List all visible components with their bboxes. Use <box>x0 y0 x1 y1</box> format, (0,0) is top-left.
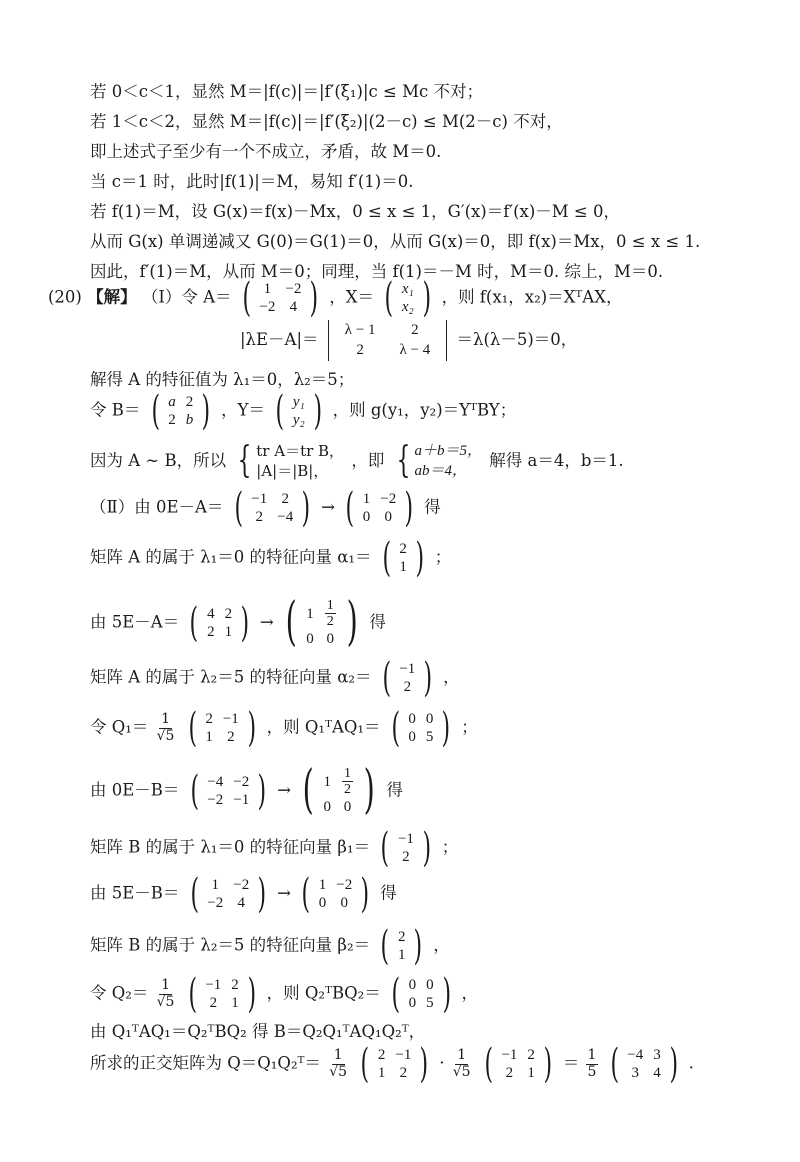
text-fragment: ； <box>441 837 459 857</box>
text-line-6: 从而 G(x) 单调递减又 G(0)＝G(1)＝0，从而 G(x)＝0，即 f(x)＝Mx，0 ≤ x ≤ 1. <box>90 232 701 251</box>
text-fragment: |λE－A|＝ <box>240 329 319 349</box>
vector-beta1: ( −1 2 ) <box>380 825 432 871</box>
fraction <box>155 712 177 744</box>
matrix: ( 1 −2 0 0 ) <box>301 871 370 917</box>
text-line-4: 当 c＝1 时，此时|f(1)|＝M，易知 f′(1)＝0. <box>90 172 414 191</box>
text-fragment: · <box>439 1053 445 1073</box>
brace-system-2: { a＋b＝5， ab＝4， <box>396 440 482 482</box>
matrix: ( 1 −2 −2 4 ) <box>190 871 267 917</box>
text-fragment: 令 B＝ <box>90 400 141 420</box>
arrow-icon: → <box>277 780 291 800</box>
text-fragment: （Ⅱ）由 0E－A＝ <box>90 497 224 517</box>
text-fragment: 矩阵 B 的属于 λ₂＝5 的特征向量 β₂＝ <box>90 935 371 955</box>
fraction-num: 1 <box>161 711 171 728</box>
fraction <box>451 1048 473 1080</box>
matrix: ( 0 0 0 5 ) <box>391 705 451 751</box>
matrix: ( −1 2 2 1 ) <box>484 1041 553 1087</box>
text-fragment: 得 <box>369 612 386 632</box>
step-5E-A <box>90 592 386 653</box>
text-line-1: 若 0＜c＜1，显然 M＝|f(c)|＝|f′(ξ₁)|c ≤ Mc 不对； <box>90 82 483 101</box>
fraction-den: √5 <box>329 1063 348 1080</box>
text-fragment: 得 <box>424 497 441 517</box>
text-fragment: ，即 <box>351 451 385 470</box>
final-answer-line <box>90 1041 694 1087</box>
text-fragment: 令 Q₁＝ <box>90 717 149 737</box>
step-5E-B <box>90 871 397 917</box>
similarity-line <box>90 442 624 481</box>
text-line-7: 因此，f′(1)＝M，从而 M＝0；同理，当 f(1)＝－M 时，M＝0. 综上，M＝0. <box>90 262 664 281</box>
text-fragment: ； <box>461 717 478 737</box>
fraction <box>586 1048 599 1080</box>
fraction-num: 1 <box>457 1047 467 1064</box>
text-line-3: 即上述式子至少有一个不成立，矛盾，故 M＝0. <box>90 142 442 161</box>
fraction-den: √5 <box>452 1063 471 1080</box>
text-fragment: 令 Q₂＝ <box>90 983 149 1003</box>
arrow-icon: → <box>277 883 291 903</box>
fraction-num: 1 <box>326 598 334 613</box>
text-fragment: ，X＝ <box>329 287 374 307</box>
determinant: λ − 1 2 2 λ − 4 <box>328 320 447 361</box>
matrix-A: ( 1 −2 −2 4 ) <box>242 275 319 321</box>
text-fragment: 由 5E－B＝ <box>90 883 180 903</box>
matrix: ( 1 $\frac{1}{2}$ 0 0 ) <box>302 760 375 821</box>
vector-alpha1: ( 2 1 ) <box>382 535 424 581</box>
text-fragment: 得 <box>386 780 403 800</box>
vector-X: ( x₁ x₂ ) <box>384 275 431 321</box>
matrix: ( −1 2 2 1 ) <box>188 971 256 1017</box>
text-fragment: 所求的正交矩阵为 Q＝Q₁Q₂ᵀ＝ <box>90 1053 321 1073</box>
step-0E-B <box>90 760 403 821</box>
text-fragment: 矩阵 A 的属于 λ₂＝5 的特征向量 α₂＝ <box>90 667 372 687</box>
text-fragment: 由 0E－B＝ <box>90 780 180 800</box>
text-fragment: ，则 Q₂ᵀBQ₂＝ <box>266 983 381 1003</box>
relation-line: 由 Q₁ᵀAQ₁＝Q₂ᵀBQ₂ 得 B＝Q₂Q₁ᵀAQ₁Q₂ᵀ， <box>90 1022 426 1041</box>
text-fragment: ， <box>433 935 450 955</box>
system-row: tr A＝tr B， <box>256 442 345 460</box>
vector-beta2: ( 2 1 ) <box>380 923 423 969</box>
text-fragment: ，则 f(x₁，x₂)＝XᵀAX， <box>441 287 623 307</box>
matrix: ( 2 −1 1 2 ) <box>188 705 256 751</box>
q1-line <box>90 705 478 751</box>
text-fragment: 解得 a＝4，b＝1. <box>489 451 624 470</box>
solution-tag: 【解】 <box>87 287 137 307</box>
problem-number: (20) <box>48 287 82 307</box>
arrow-icon: → <box>259 612 274 632</box>
eigvec-A1-line <box>90 535 452 581</box>
text-fragment: ， <box>461 983 478 1003</box>
matrix: ( 1 −2 0 0 ) <box>345 485 414 531</box>
system-row: a＋b＝5， <box>414 443 482 459</box>
fraction <box>155 978 177 1010</box>
solution-20-part1 <box>48 275 623 321</box>
text-fragment: ，则 g(y₁，y₂)＝YᵀBY； <box>332 400 517 420</box>
text-fragment: . <box>688 1053 694 1073</box>
text-fragment: 矩阵 B 的属于 λ₁＝0 的特征向量 β₁＝ <box>90 837 371 857</box>
fraction-num: 1 <box>161 977 171 994</box>
step-0E-A <box>90 485 441 531</box>
q2-line <box>90 971 478 1017</box>
text-fragment: 得 <box>380 883 397 903</box>
fraction-num: 1 <box>587 1047 597 1064</box>
fraction-den: 2 <box>326 614 334 630</box>
matrix-B: ( a 2 2 b ) <box>151 388 211 434</box>
text-line-2: 若 1＜c＜2，显然 M＝|f(c)|＝|f′(ξ₂)|(2－c) ≤ M(2－c) 不对， <box>90 112 563 131</box>
fraction-num: 1 <box>343 766 351 781</box>
brace-system-1: { tr A＝tr B， |A|＝|B|， <box>237 440 345 482</box>
text-fragment: ， <box>443 667 460 687</box>
fraction-den: 5 <box>587 1063 597 1080</box>
vector-alpha2: ( −1 2 ) <box>382 655 433 701</box>
matrix: ( −4 −2 −2 −1 ) <box>190 767 267 814</box>
text-fragment: ＝ <box>562 1053 580 1073</box>
fraction-den: √5 <box>156 993 175 1010</box>
eigvec-A2-line <box>90 655 460 701</box>
text-fragment: 因为 A ∼ B，所以 <box>90 451 227 470</box>
text-fragment: ，则 Q₁ᵀAQ₁＝ <box>266 717 381 737</box>
fraction <box>327 1048 349 1080</box>
eigvec-B1-line <box>90 825 459 871</box>
vector-Y: ( y₁ y₂ ) <box>275 388 322 434</box>
text-fragment: ＝λ(λ－5)＝0， <box>456 329 578 349</box>
matrix: ( −4 3 3 4 ) <box>610 1041 678 1087</box>
text-fragment: 由 5E－A＝ <box>90 612 180 632</box>
fraction-den: 2 <box>343 782 351 798</box>
text-fragment: ，Y＝ <box>221 400 265 420</box>
matrix: ( 1 $\frac{1}{2}$ 0 0 ) <box>285 592 358 653</box>
matrix: ( 4 2 2 1 ) <box>189 599 250 646</box>
fraction-num: 1 <box>333 1047 343 1064</box>
determinant-line <box>240 320 577 361</box>
text-fragment: ； <box>434 547 452 567</box>
text-line-5: 若 f(1)＝M，设 G(x)＝f(x)－Mx，0 ≤ x ≤ 1，G′(x)＝f′(x)－M ≤ 0， <box>90 202 620 221</box>
arrow-icon: → <box>321 497 335 517</box>
text-fragment: （Ⅰ）令 A＝ <box>141 287 232 307</box>
text-fragment: 矩阵 A 的属于 λ₁＝0 的特征向量 α₁＝ <box>90 547 372 567</box>
eigenvalues-line: 解得 A 的特征值为 λ₁＝0，λ₂＝5； <box>90 370 355 389</box>
eigvec-B2-line <box>90 923 450 969</box>
matrix: ( 2 −1 1 2 ) <box>360 1041 429 1087</box>
system-row: |A|＝|B|， <box>256 461 329 480</box>
matrix: ( 0 0 0 5 ) <box>391 971 451 1017</box>
matrix: ( −1 2 2 −4 ) <box>234 485 311 531</box>
fraction-den: √5 <box>156 727 175 744</box>
system-row: ab＝4， <box>414 462 467 479</box>
matrix-B-line <box>90 388 517 434</box>
